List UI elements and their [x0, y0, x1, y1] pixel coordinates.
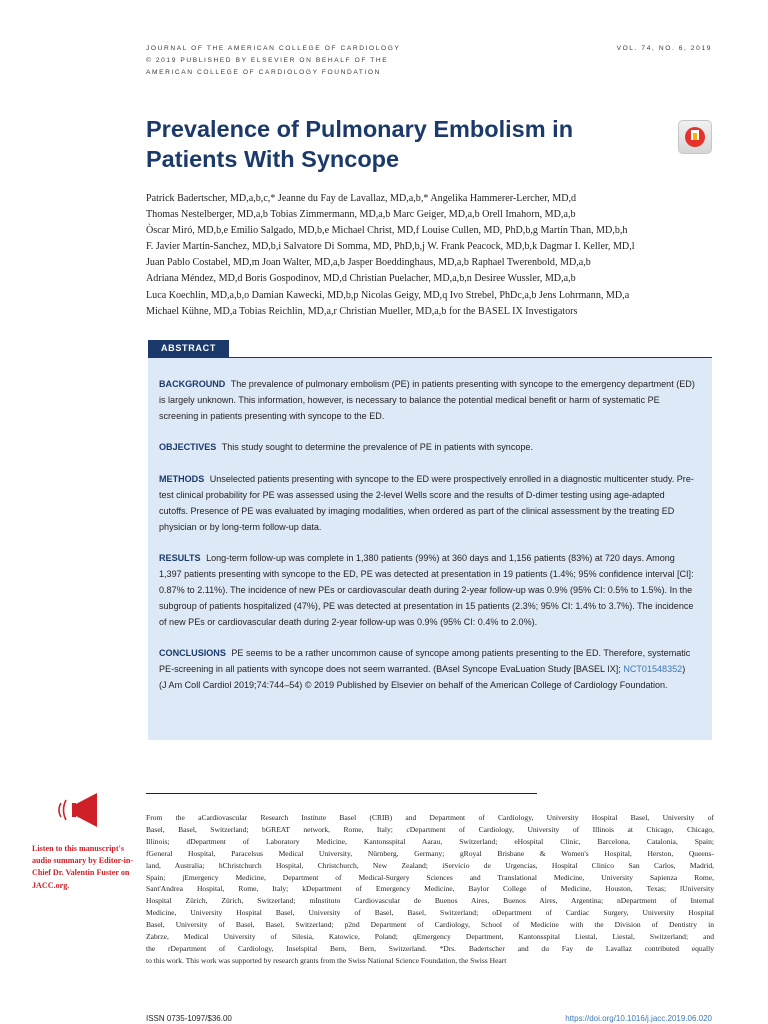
affiliation-line: Illinois; dDepartment of Laboratory Medicine, Kantonsspital Aarau, Switzerland; eHospital Clinic, Barcelona, Catalonia, Spain;	[146, 836, 714, 846]
trial-registration-link[interactable]: NCT01548352	[623, 664, 683, 675]
volume-info: VOL. 74, NO. 6, 2019	[616, 45, 712, 52]
abstract-results	[159, 551, 695, 630]
journal-header-line: © 2019 PUBLISHED BY ELSEVIER ON BEHALF OF THE	[146, 57, 389, 64]
abstract-conclusions	[159, 646, 695, 693]
section-text: Unselected patients presenting with syncope to the ED were prospectively enrolled in a diagnostic multicenter study. Pre-test clinical probability for PE was assessed using the 2-level Wells score and the results of D-dimer testing using age-adapted cutoffs. Presence of PE was evaluated by imaging modalities, when ordered as part of the clinical assessment by the treating ED physician or by long-term follow-up data.	[159, 474, 694, 532]
abstract-background	[159, 377, 695, 424]
author-line: Luca Koechlin, MD,a,b,o Damian Kawecki, MD,b,p Nicolas Geigy, MD,q Ivo Strebel, PhDc,a,b Jens Lohrmann, MD,a	[146, 289, 630, 301]
journal-header-line: JOURNAL OF THE AMERICAN COLLEGE OF CARDIOLOGY	[146, 45, 401, 52]
section-text: PE seems to be a rather uncommon cause of syncope among patients presenting to the ED. Therefore, systematic PE-screening in all patients with syncope does not seem warranted. (BAsel Syncope EvaLuation Study [BASEL IX];	[159, 648, 691, 675]
section-heading: METHODS	[159, 474, 205, 485]
affiliation-line: fGeneral Hospital, Paracelsus Medical University, Nürnberg, Germany; gRoyal Brisbane & Women's Hospital, Herston, Queens-	[146, 848, 714, 858]
affiliation-line: Spain; jEmergency Medicine, Department of Medical-Surgery Sciences and Translational Medicine, University Sapienza Rome,	[146, 872, 714, 882]
abstract-methods	[159, 472, 695, 535]
affiliation-line: to this work. This work was supported by research grants from the Swiss National Science Foundation, the Swiss Heart	[146, 955, 507, 965]
section-heading: RESULTS	[159, 553, 201, 564]
section-heading: CONCLUSIONS	[159, 648, 226, 659]
author-list	[146, 191, 716, 320]
section-text: Long-term follow-up was complete in 1,380 patients (99%) at 360 days and 1,156 patients (83%) at 720 days. Among 1,397 patients presenting with syncope to the ED, PE was detected at presentation in 19 patients (1.4%; 95% confidence interval [CI]: 0.87% to 2.11%). The incidence of new PEs or cardiovascular death during 2-year follow-up was 0.9% (95% CI: 0.5% to 1.5%). In the subgroup of patients hospitalized (47%), PE was detected at presentation in 15 patients (2.3%; 95% CI: 1.4% to 3.7%). The incidence of new PEs or cardiovascular death during 2-year follow-up was 0.9% (95% CI: 0.4% to 2.0%).	[159, 553, 694, 627]
section-text: The prevalence of pulmonary embolism (PE) in patients presenting with syncope to the emergency department (ED) is largely unknown. This information, however, is necessary to balance the potential medical benefit or harm of systematic PE screening in patients presenting with syncope to the ED.	[159, 379, 695, 421]
affiliation-line: Basel, Basel, Switzerland; bGREAT network, Rome, Italy; cDepartment of Cardiology, University of Illinois at Chicago, Chicago,	[146, 824, 714, 834]
affiliations	[146, 812, 714, 967]
author-line: Michael Kühne, MD,a Tobias Reichlin, MD,a,r Christian Mueller, MD,a,b for the BASEL IX Investigators	[146, 305, 578, 317]
section-text: This study sought to determine the prevalence of PE in patients with syncope.	[221, 442, 533, 453]
audio-summary-note[interactable]: Listen to this manuscript's audio summary by Editor-in-Chief Dr. Valentin Fuster on JACC.org.	[32, 844, 134, 890]
abstract-tab: ABSTRACT	[148, 340, 229, 357]
crossmark-icon[interactable]	[678, 120, 712, 154]
issn: ISSN 0735-1097/$36.00	[146, 1014, 232, 1023]
doi-link[interactable]: https://doi.org/10.1016/j.jacc.2019.06.020	[565, 1014, 712, 1023]
section-heading: OBJECTIVES	[159, 442, 217, 453]
article-title	[146, 114, 666, 174]
affiliation-line: Sant'Andrea Hospital, Rome, Italy; kDepartment of Emergency Medicine, Baylor College of Medicine, Houston, Texas; lUniversity	[146, 884, 714, 894]
affiliation-line: Medicine, University Hospital Basel, University of Basel, Basel, Switzerland; oDepartment of Cardiac Surgery, University Hospital	[146, 908, 714, 918]
author-line: F. Javier Martin-Sanchez, MD,b,i Salvatore Di Somma, MD, PhD,b,j W. Frank Peacock, MD,b,k Dagmar I. Keller, MD,l	[146, 241, 635, 253]
affiliation-line: Hospital Zürich, Zürich, Switzerland; mInstituto Cardiovascular de Buenos Aires, Buenos Aires, Argentina; nDepartment of Internal	[146, 896, 714, 906]
affiliation-line: From the aCardiovascular Research Institute Basel (CRIB) and Department of Cardiology, University Hospital Basel, University of	[146, 813, 714, 822]
section-text: ) (J Am Coll Cardiol 2019;74:744–54) © 2019 Published by Elsevier on behalf of the American College of Cardiology Foundation.	[159, 664, 686, 690]
footnote-divider	[146, 793, 537, 794]
journal-header-line: AMERICAN COLLEGE OF CARDIOLOGY FOUNDATION	[146, 69, 381, 76]
affiliation-line: land, Australia; hChristchurch Hospital, Christchurch, New Zealand; iServicio de Urgencias, Hospital Clinico San Carlos, Madrid,	[146, 860, 714, 870]
title-line: Patients With Syncope	[146, 146, 400, 172]
affiliation-line: Basel, University of Basel, Basel, Switzerland; p2nd Department of Cardiology, School of Medicine with the Division of Dentistry in	[146, 920, 714, 930]
abstract-objectives	[159, 440, 695, 456]
journal-header	[146, 43, 476, 79]
section-heading: BACKGROUND	[159, 379, 226, 389]
affiliation-line: Zabrze, Medical University of Silesia, Katowice, Poland; qEmergency Department, Kantonsspital Liestal, Liestal, Switzerland; and	[146, 932, 714, 942]
author-line: Òscar Miró, MD,b,e Emilio Salgado, MD,b,e Michael Christ, MD,f Louise Cullen, MD, PhD,b,g Martin Than, MD,b,h	[146, 225, 628, 237]
audio-speaker-icon[interactable]	[57, 791, 109, 829]
author-line: Juan Pablo Costabel, MD,m Joan Walter, MD,a,b Jasper Boeddinghaus, MD,a,b Raphael Twerenbold, MD,a,b	[146, 257, 591, 269]
author-line: Patrick Badertscher, MD,a,b,c,* Jeanne du Fay de Lavallaz, MD,a,b,* Angelika Hammerer-Lercher, MD,d	[146, 193, 577, 204]
author-line: Adriana Méndez, MD,d Boris Gospodinov, MD,d Christian Puelacher, MD,a,b,n Desiree Wussler, MD,a,b	[146, 273, 576, 285]
author-line: Thomas Nestelberger, MD,a,b Tobias Zimmermann, MD,a,b Marc Geiger, MD,a,b Orell Imahorn, MD,a,b	[146, 209, 576, 221]
title-line: Prevalence of Pulmonary Embolism in	[146, 116, 574, 142]
affiliation-line: the rDepartment of Cardiology, Inselspital Bern, Bern, Switzerland. *Drs. Badertscher and du Fay de Lavallaz contributed equally	[146, 943, 714, 953]
abstract-box	[148, 357, 712, 740]
